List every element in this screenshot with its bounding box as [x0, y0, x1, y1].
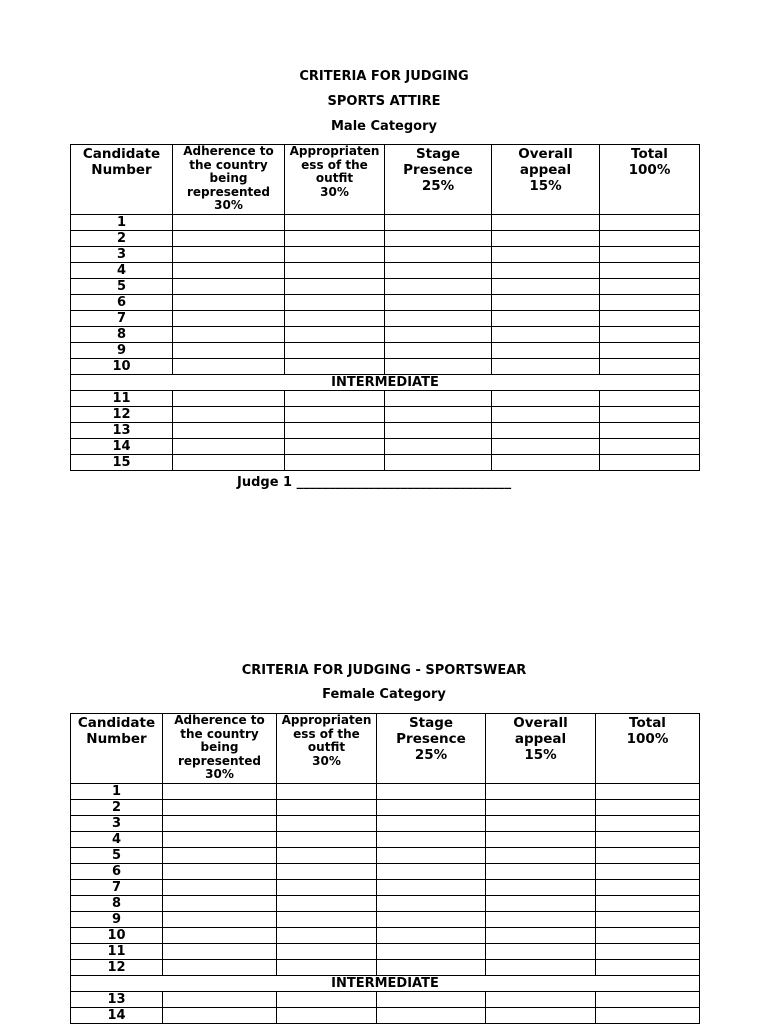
score-cell[interactable]: [163, 848, 277, 864]
score-cell[interactable]: [596, 912, 700, 928]
score-cell[interactable]: [277, 784, 377, 800]
header-line: ess of the: [293, 726, 360, 741]
candidate-number-cell: 14: [71, 439, 173, 455]
score-cell[interactable]: [596, 896, 700, 912]
header-line: ess of the: [301, 157, 368, 172]
score-cell[interactable]: [486, 960, 596, 976]
score-cell[interactable]: [163, 1008, 277, 1024]
score-cell[interactable]: [163, 912, 277, 928]
score-cell[interactable]: [377, 912, 486, 928]
score-cell[interactable]: [492, 343, 600, 359]
score-cell[interactable]: [173, 263, 285, 279]
score-cell[interactable]: [277, 1008, 377, 1024]
score-cell[interactable]: [377, 832, 486, 848]
score-cell[interactable]: [596, 848, 700, 864]
table-row: [71, 327, 700, 343]
score-cell[interactable]: [173, 311, 285, 327]
score-cell[interactable]: [173, 423, 285, 439]
table-row: [71, 311, 700, 327]
header-line: outfit: [307, 740, 346, 754]
table-row: [71, 279, 700, 295]
header-line: Overall: [518, 146, 573, 162]
table-row: [71, 391, 700, 407]
score-cell[interactable]: [596, 944, 700, 960]
score-cell[interactable]: [596, 1008, 700, 1024]
table-row: [71, 800, 700, 816]
intermediate-separator-row: [71, 375, 700, 391]
score-cell[interactable]: [285, 391, 385, 407]
score-cell[interactable]: [173, 359, 285, 375]
table-row: [71, 928, 700, 944]
score-cell[interactable]: [486, 912, 596, 928]
score-cell[interactable]: [285, 327, 385, 343]
table-row: [71, 455, 700, 471]
score-cell[interactable]: [285, 439, 385, 455]
score-cell[interactable]: [277, 896, 377, 912]
score-cell[interactable]: [600, 231, 700, 247]
header-line: Stage: [415, 146, 461, 162]
candidate-number-cell: 6: [71, 864, 163, 880]
header-line: Appropriaten: [281, 713, 372, 727]
score-cell[interactable]: [377, 928, 486, 944]
score-cell[interactable]: [173, 247, 285, 263]
candidate-number-cell: 14: [71, 1008, 163, 1024]
header-adherence: [163, 714, 277, 784]
score-cell[interactable]: [385, 359, 492, 375]
score-cell[interactable]: [173, 343, 285, 359]
score-cell[interactable]: [486, 928, 596, 944]
score-cell[interactable]: [377, 848, 486, 864]
score-cell[interactable]: [492, 215, 600, 231]
header-line: Total: [629, 715, 666, 731]
score-cell[interactable]: [600, 423, 700, 439]
score-cell[interactable]: [163, 944, 277, 960]
score-cell[interactable]: [173, 215, 285, 231]
score-cell[interactable]: [285, 455, 385, 471]
candidate-number-cell: 9: [71, 343, 173, 359]
score-cell[interactable]: [596, 992, 700, 1008]
table-row: [71, 816, 700, 832]
header-line: Stage: [408, 715, 454, 731]
table-row: [71, 247, 700, 263]
table-header-row: [71, 145, 700, 215]
score-cell[interactable]: [277, 960, 377, 976]
score-cell[interactable]: [492, 295, 600, 311]
score-cell[interactable]: [285, 423, 385, 439]
score-cell[interactable]: [377, 944, 486, 960]
score-cell[interactable]: [596, 864, 700, 880]
intermediate-separator-row: [71, 976, 700, 992]
section2-title-category: Female Category: [322, 687, 446, 702]
header-line: Number: [91, 162, 152, 178]
score-cell[interactable]: [596, 816, 700, 832]
score-cell[interactable]: [163, 896, 277, 912]
score-cell[interactable]: [385, 231, 492, 247]
table-row: [71, 439, 700, 455]
score-cell[interactable]: [173, 455, 285, 471]
candidate-number-cell: 9: [71, 912, 163, 928]
header-line: Presence: [396, 731, 466, 747]
table-row: [71, 215, 700, 231]
header-line: 25%: [414, 747, 448, 763]
candidate-number-cell: 8: [71, 327, 173, 343]
score-cell[interactable]: [385, 391, 492, 407]
candidate-number-cell: 12: [71, 407, 173, 423]
score-cell[interactable]: [377, 800, 486, 816]
header-adherence: [173, 145, 285, 215]
header-line: appeal: [514, 731, 567, 747]
table-row: [71, 832, 700, 848]
candidate-number-cell: 8: [71, 896, 163, 912]
score-cell[interactable]: [486, 1008, 596, 1024]
score-cell[interactable]: [486, 992, 596, 1008]
candidate-number-cell: 13: [71, 423, 173, 439]
header-line: represented: [187, 184, 270, 199]
header-candidate-number: [71, 145, 173, 215]
table-row: [71, 263, 700, 279]
score-cell[interactable]: [492, 407, 600, 423]
score-cell[interactable]: [492, 439, 600, 455]
candidate-number-cell: 10: [71, 928, 163, 944]
score-cell[interactable]: [596, 800, 700, 816]
score-cell[interactable]: [377, 1008, 486, 1024]
score-cell[interactable]: [285, 359, 385, 375]
candidate-number-cell: 3: [71, 816, 163, 832]
score-cell[interactable]: [277, 832, 377, 848]
score-cell[interactable]: [163, 800, 277, 816]
table-row: [71, 944, 700, 960]
score-cell[interactable]: [285, 247, 385, 263]
score-cell[interactable]: [486, 816, 596, 832]
score-cell[interactable]: [377, 784, 486, 800]
table-row: [71, 295, 700, 311]
score-cell[interactable]: [385, 247, 492, 263]
score-cell[interactable]: [486, 784, 596, 800]
candidate-number-cell: 4: [71, 263, 173, 279]
header-appropriateness: [285, 145, 385, 215]
score-cell[interactable]: [377, 992, 486, 1008]
header-line: 100%: [626, 731, 669, 747]
candidate-number-cell: 4: [71, 832, 163, 848]
score-cell[interactable]: [600, 247, 700, 263]
score-cell[interactable]: [285, 295, 385, 311]
header-line: Candidate: [82, 146, 161, 162]
header-appropriateness: [277, 714, 377, 784]
table-row: [71, 912, 700, 928]
male-score-table: [70, 144, 700, 471]
candidate-number-cell: 1: [71, 784, 163, 800]
candidate-number-cell: 7: [71, 880, 163, 896]
score-cell[interactable]: [486, 848, 596, 864]
table-row: [71, 1008, 700, 1024]
candidate-number-cell: 13: [71, 992, 163, 1008]
score-cell[interactable]: [385, 455, 492, 471]
score-cell[interactable]: [285, 279, 385, 295]
score-cell[interactable]: [596, 880, 700, 896]
header-overall-appeal: [486, 714, 596, 784]
candidate-number-cell: 2: [71, 800, 163, 816]
section1-title-criteria: CRITERIA FOR JUDGING: [299, 69, 469, 84]
score-cell[interactable]: [600, 391, 700, 407]
table-row: [71, 960, 700, 976]
candidate-number-cell: 5: [71, 279, 173, 295]
table-row: [71, 848, 700, 864]
header-line: Overall: [513, 715, 568, 731]
table-header-row: [71, 714, 700, 784]
score-cell[interactable]: [377, 816, 486, 832]
score-cell[interactable]: [163, 784, 277, 800]
score-cell[interactable]: [385, 311, 492, 327]
score-cell[interactable]: [163, 992, 277, 1008]
header-line: outfit: [315, 171, 354, 185]
score-cell[interactable]: [600, 295, 700, 311]
score-cell[interactable]: [277, 944, 377, 960]
header-line: 100%: [628, 162, 671, 178]
female-score-table: [70, 713, 700, 1024]
header-line: Candidate: [77, 715, 156, 731]
score-cell[interactable]: [600, 455, 700, 471]
score-cell[interactable]: [285, 263, 385, 279]
candidate-number-cell: 1: [71, 215, 173, 231]
score-cell[interactable]: [163, 928, 277, 944]
intermediate-label: INTERMEDIATE: [71, 976, 700, 992]
header-stage-presence: [377, 714, 486, 784]
score-cell[interactable]: [600, 439, 700, 455]
score-cell[interactable]: [492, 359, 600, 375]
score-cell[interactable]: [163, 960, 277, 976]
score-cell[interactable]: [385, 263, 492, 279]
score-cell[interactable]: [492, 391, 600, 407]
score-cell[interactable]: [596, 928, 700, 944]
header-line: 30%: [214, 198, 243, 212]
candidate-number-cell: 5: [71, 848, 163, 864]
header-line: Number: [86, 731, 147, 747]
header-total: [596, 714, 700, 784]
score-cell[interactable]: [173, 327, 285, 343]
score-cell[interactable]: [277, 912, 377, 928]
score-cell[interactable]: [486, 800, 596, 816]
score-cell[interactable]: [492, 231, 600, 247]
candidate-number-cell: 6: [71, 295, 173, 311]
score-cell[interactable]: [285, 215, 385, 231]
score-cell[interactable]: [600, 359, 700, 375]
table-row: [71, 896, 700, 912]
score-cell[interactable]: [377, 880, 486, 896]
header-line: Presence: [403, 162, 473, 178]
candidate-number-cell: 2: [71, 231, 173, 247]
score-cell[interactable]: [385, 295, 492, 311]
header-total: [600, 145, 700, 215]
score-cell[interactable]: [492, 455, 600, 471]
score-cell[interactable]: [596, 832, 700, 848]
score-cell[interactable]: [285, 407, 385, 423]
score-cell[interactable]: [277, 928, 377, 944]
table-row: [71, 423, 700, 439]
score-cell[interactable]: [486, 832, 596, 848]
header-line: the country: [180, 726, 259, 741]
score-cell[interactable]: [596, 784, 700, 800]
header-line: appeal: [519, 162, 572, 178]
score-cell[interactable]: [600, 311, 700, 327]
score-cell[interactable]: [385, 407, 492, 423]
score-cell[interactable]: [173, 439, 285, 455]
score-cell[interactable]: [173, 295, 285, 311]
score-cell[interactable]: [377, 864, 486, 880]
header-overall-appeal: [492, 145, 600, 215]
header-line: 30%: [312, 753, 341, 768]
score-cell[interactable]: [492, 263, 600, 279]
header-line: 30%: [320, 184, 349, 199]
score-cell[interactable]: [600, 343, 700, 359]
score-cell[interactable]: [385, 279, 492, 295]
section1-title-sports-attire: SPORTS ATTIRE: [327, 94, 441, 109]
score-cell[interactable]: [173, 279, 285, 295]
score-cell[interactable]: [486, 944, 596, 960]
table-row: [71, 231, 700, 247]
score-cell[interactable]: [163, 864, 277, 880]
table-row: [71, 343, 700, 359]
header-line: 15%: [529, 178, 562, 194]
score-cell[interactable]: [492, 423, 600, 439]
intermediate-label: INTERMEDIATE: [71, 375, 700, 391]
score-cell[interactable]: [600, 327, 700, 343]
table-row: [71, 880, 700, 896]
table-row: [71, 864, 700, 880]
table-row: [71, 359, 700, 375]
score-cell[interactable]: [492, 327, 600, 343]
candidate-number-cell: 15: [71, 455, 173, 471]
header-candidate-number: [71, 714, 163, 784]
section1-title-category: Male Category: [331, 119, 437, 134]
score-cell[interactable]: [377, 960, 486, 976]
score-cell[interactable]: [385, 343, 492, 359]
header-line: being: [200, 740, 239, 754]
score-cell[interactable]: [385, 439, 492, 455]
header-line: Appropriaten: [289, 144, 380, 158]
header-line: the country: [189, 157, 268, 172]
score-cell[interactable]: [385, 215, 492, 231]
score-cell[interactable]: [600, 215, 700, 231]
header-line: being: [209, 171, 248, 185]
score-cell[interactable]: [492, 311, 600, 327]
score-cell[interactable]: [163, 816, 277, 832]
header-stage-presence: [385, 145, 492, 215]
candidate-number-cell: 11: [71, 944, 163, 960]
score-cell[interactable]: [277, 880, 377, 896]
header-line: represented: [178, 753, 261, 768]
score-cell[interactable]: [377, 896, 486, 912]
header-line: Adherence to: [174, 713, 265, 727]
score-cell[interactable]: [163, 832, 277, 848]
score-cell[interactable]: [600, 263, 700, 279]
header-line: Total: [631, 146, 668, 162]
header-line: 15%: [524, 747, 557, 763]
candidate-number-cell: 11: [71, 391, 173, 407]
score-cell[interactable]: [600, 407, 700, 423]
score-cell[interactable]: [277, 992, 377, 1008]
score-cell[interactable]: [486, 880, 596, 896]
score-cell[interactable]: [277, 816, 377, 832]
candidate-number-cell: 7: [71, 311, 173, 327]
header-line: 25%: [421, 178, 455, 194]
score-cell[interactable]: [385, 423, 492, 439]
score-cell[interactable]: [163, 880, 277, 896]
score-cell[interactable]: [173, 407, 285, 423]
score-cell[interactable]: [285, 231, 385, 247]
table-row: [71, 992, 700, 1008]
score-cell[interactable]: [385, 327, 492, 343]
score-cell[interactable]: [277, 848, 377, 864]
score-cell[interactable]: [486, 896, 596, 912]
score-cell[interactable]: [486, 864, 596, 880]
section2-title-criteria-sportswear: CRITERIA FOR JUDGING - SPORTSWEAR: [241, 663, 527, 678]
candidate-number-cell: 12: [71, 960, 163, 976]
score-cell[interactable]: [492, 279, 600, 295]
score-cell[interactable]: [173, 391, 285, 407]
score-cell[interactable]: [277, 800, 377, 816]
score-cell[interactable]: [285, 343, 385, 359]
judge-signature-line: Judge 1 _________________________________: [237, 475, 512, 490]
score-cell[interactable]: [600, 279, 700, 295]
score-cell[interactable]: [596, 960, 700, 976]
candidate-number-cell: 10: [71, 359, 173, 375]
table-row: [71, 407, 700, 423]
score-cell[interactable]: [285, 311, 385, 327]
score-cell[interactable]: [277, 864, 377, 880]
candidate-number-cell: 3: [71, 247, 173, 263]
score-cell[interactable]: [492, 247, 600, 263]
header-line: Adherence to: [183, 144, 274, 158]
score-cell[interactable]: [173, 231, 285, 247]
header-line: 30%: [205, 767, 234, 781]
table-row: [71, 784, 700, 800]
